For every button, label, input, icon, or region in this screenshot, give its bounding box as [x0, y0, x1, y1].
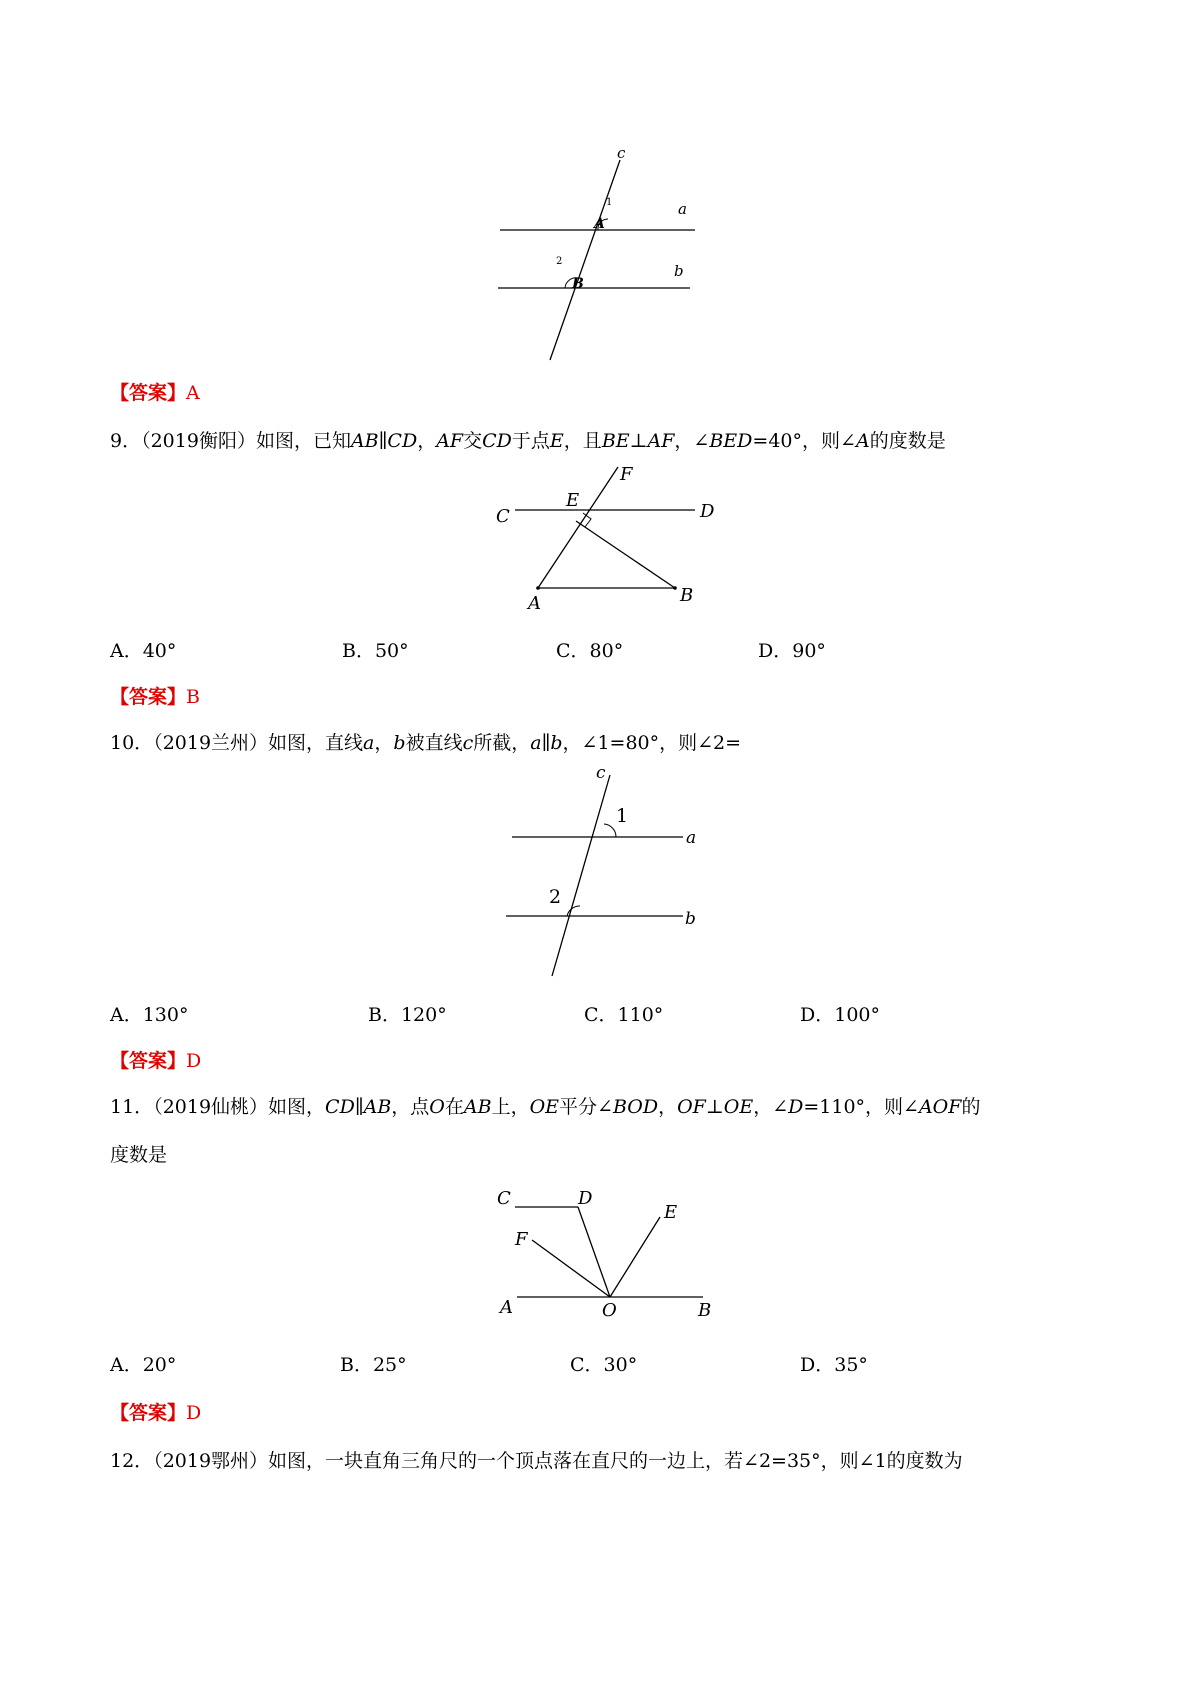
label-b: b — [674, 262, 684, 280]
label-A: A — [528, 593, 541, 614]
label-c: c — [596, 763, 606, 783]
q11-option-a[interactable]: A．20° — [110, 1354, 177, 1376]
q10-option-c[interactable]: C．110° — [584, 1004, 664, 1026]
q9-option-b[interactable]: B．50° — [342, 640, 409, 662]
label-E: E — [566, 490, 580, 511]
q10-option-d[interactable]: D．100° — [800, 1004, 880, 1026]
figure-parallel-lines-10 — [500, 763, 720, 980]
label-F: F — [515, 1229, 528, 1250]
answer-10: 【答案】D — [110, 1050, 202, 1072]
figure-parallel-lines-8 — [440, 144, 720, 360]
label-angle-1: 1 — [606, 197, 613, 208]
q11-option-c[interactable]: C．30° — [570, 1354, 638, 1376]
label-F: F — [620, 464, 633, 485]
label-D: D — [578, 1188, 593, 1209]
question-11-line-2: 度数是 — [110, 1144, 168, 1166]
question-10: 10．（2019兰州）如图，直线a，b被直线c所截，a∥b，∠1=80°，则∠2= — [110, 732, 742, 754]
answer-9: 【答案】B — [110, 686, 200, 708]
label-C: C — [496, 506, 510, 527]
question-12: 12．（2019鄂州）如图，一块直角三角尺的一个顶点落在直尺的一边上，若∠2=35°，则∠1的度数为 — [110, 1450, 963, 1472]
label-A: A — [500, 1297, 513, 1318]
q10-option-a[interactable]: A．130° — [110, 1004, 189, 1026]
q10-option-b[interactable]: B．120° — [368, 1004, 447, 1026]
label-E: E — [664, 1202, 678, 1223]
q11-option-d[interactable]: D．35° — [800, 1354, 868, 1376]
label-B: B — [572, 276, 584, 292]
answer-8: 【答案】A — [110, 382, 200, 404]
label-D: D — [700, 501, 715, 522]
figure-triangle-9 — [490, 465, 720, 615]
label-c: c — [617, 144, 626, 162]
label-B: B — [698, 1300, 712, 1321]
answer-11: 【答案】D — [110, 1402, 202, 1424]
question-9: 9．（2019衡阳）如图，已知AB∥CD，AF交CD于点E，且BE⊥AF，∠BED=40°，则∠A的度数是 — [110, 430, 946, 452]
label-C: C — [497, 1188, 511, 1209]
label-B: B — [680, 585, 694, 606]
label-a: a — [686, 828, 697, 848]
label-O: O — [602, 1300, 617, 1321]
q9-option-c[interactable]: C．80° — [556, 640, 624, 662]
q9-option-d[interactable]: D．90° — [758, 640, 826, 662]
label-b: b — [685, 909, 696, 929]
label-angle-1: 1 — [616, 805, 629, 827]
label-angle-2: 2 — [549, 886, 562, 908]
q9-option-a[interactable]: A．40° — [110, 640, 177, 662]
label-a: a — [678, 200, 687, 218]
label-A: A — [594, 216, 605, 232]
label-angle-2: 2 — [556, 256, 563, 267]
question-11: 11．（2019仙桃）如图，CD∥AB，点O在AB上，OE平分∠BOD，OF⊥OE，∠D=110°，则∠AOF的 — [110, 1096, 981, 1118]
figure-angles-11 — [490, 1180, 730, 1330]
q11-option-b[interactable]: B．25° — [340, 1354, 407, 1376]
